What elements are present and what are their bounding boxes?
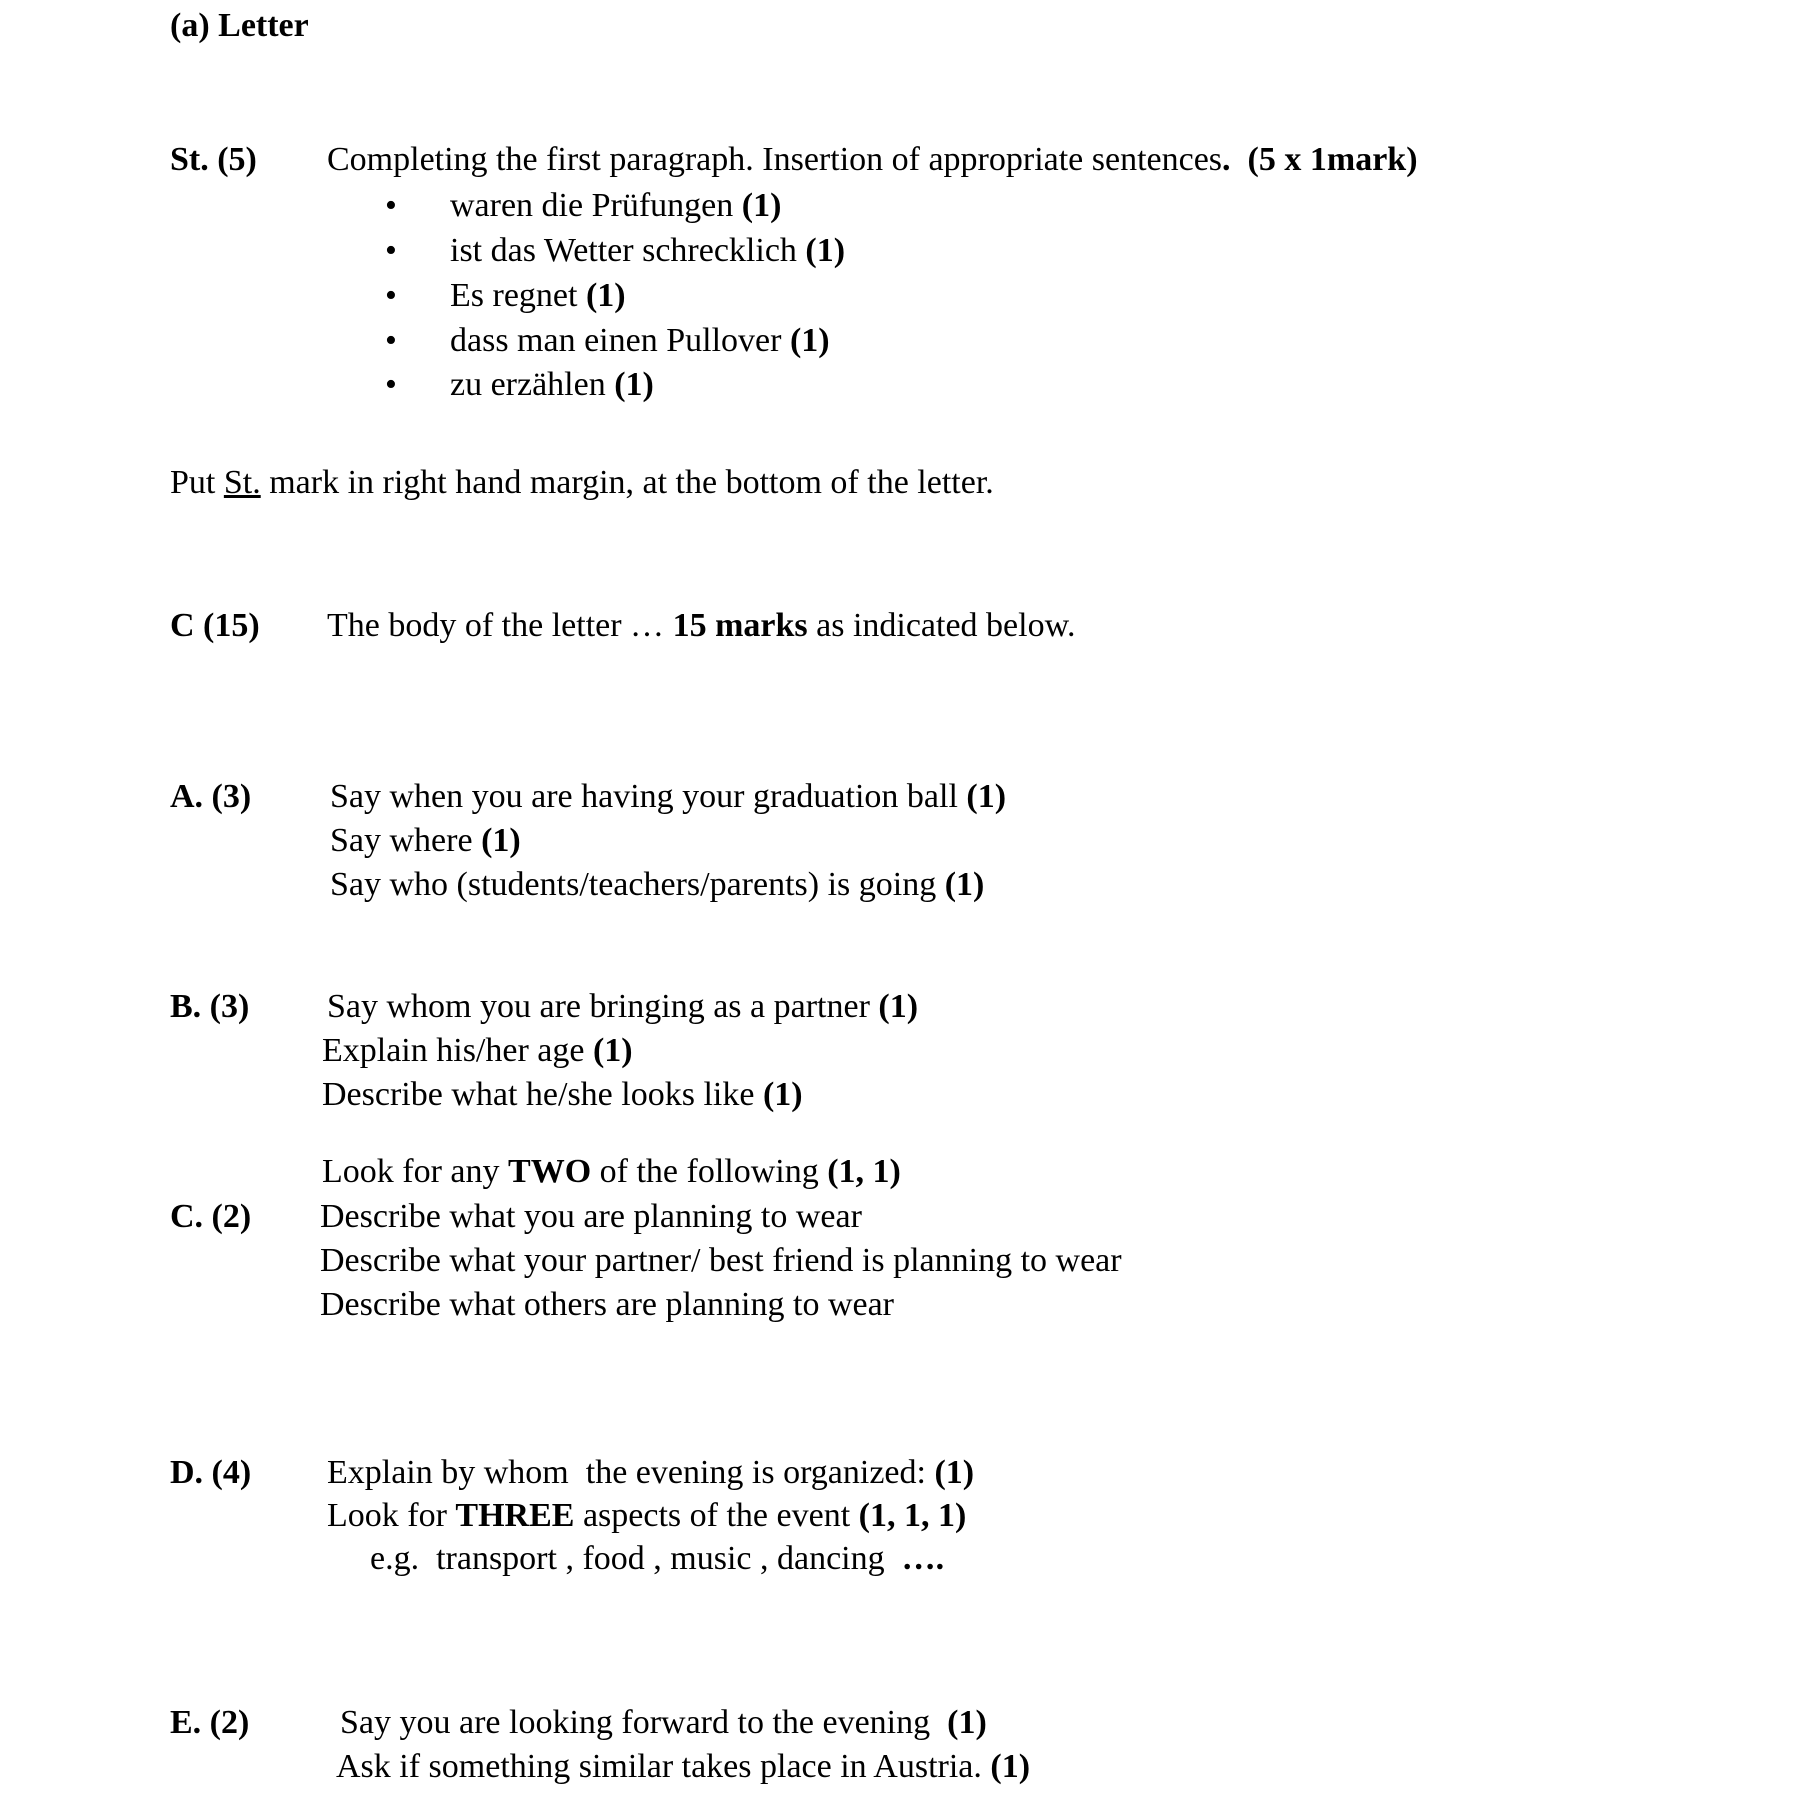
st-bullet-5 <box>0 363 1818 407</box>
section-d-line-1 <box>0 1451 1818 1495</box>
st-bullet-3 <box>0 274 1818 318</box>
st-bullet-2 <box>0 229 1818 273</box>
bullet-icon: • <box>385 187 397 224</box>
st-bullet-3-text: Es regnet (1) <box>450 277 626 314</box>
st-marks-line <box>0 138 1818 182</box>
st-bullet-1 <box>0 184 1818 228</box>
section-e-line-2-text: Ask if something similar takes place in Austria. (1) <box>336 1748 1031 1785</box>
st-bullet-2-text: ist das Wetter schrecklich (1) <box>450 232 846 269</box>
section-c-intro <box>0 1150 1818 1194</box>
section-c-line-3 <box>0 1283 1818 1327</box>
section-b-line-1 <box>0 985 1818 1029</box>
c15-line-text: The body of the letter … 15 marks as indicated below. <box>327 607 1076 644</box>
section-c-line-1-text: Describe what you are planning to wear <box>320 1198 862 1235</box>
section-e-line-1-text: Say you are looking forward to the evening (1) <box>340 1704 987 1741</box>
section-b-line-2-text: Explain his/her age (1) <box>322 1032 633 1069</box>
section-a-line-2-text: Say where (1) <box>330 822 521 859</box>
st-marks-line-label: St. (5) <box>170 141 257 178</box>
section-c-line-1 <box>0 1195 1818 1239</box>
section-e-line-1-label: E. (2) <box>170 1704 250 1741</box>
section-a-line-3-text: Say who (students/teachers/parents) is going (1) <box>330 866 985 903</box>
bullet-icon: • <box>385 366 397 403</box>
margin-note <box>0 461 1818 505</box>
heading <box>0 4 1818 48</box>
section-c-line-1-label: C. (2) <box>170 1198 252 1235</box>
st-bullet-4 <box>0 319 1818 363</box>
section-d-line-3 <box>0 1537 1818 1581</box>
section-d-line-1-text: Explain by whom the evening is organized: (1) <box>327 1454 975 1491</box>
section-b-line-2 <box>0 1029 1818 1073</box>
section-d-line-3-text: e.g. transport , food , music , dancing …. <box>370 1540 945 1577</box>
st-marks-line-text: Completing the first paragraph. Insertion of appropriate sentences. (5 x 1mark) <box>327 141 1418 178</box>
section-b-line-3 <box>0 1073 1818 1117</box>
section-e-line-1 <box>0 1701 1818 1745</box>
section-e-line-2 <box>0 1745 1818 1789</box>
section-b-line-1-label: B. (3) <box>170 988 250 1025</box>
section-c-intro-text: Look for any TWO of the following (1, 1) <box>322 1153 901 1190</box>
st-bullet-4-text: dass man einen Pullover (1) <box>450 322 830 359</box>
section-a-line-2 <box>0 819 1818 863</box>
section-b-line-1-text: Say whom you are bringing as a partner (1) <box>327 988 919 1025</box>
section-a-line-1 <box>0 775 1818 819</box>
bullet-icon: • <box>385 322 397 359</box>
section-d-line-2 <box>0 1494 1818 1538</box>
section-c-line-3-text: Describe what others are planning to wear <box>320 1286 894 1323</box>
c15-line <box>0 604 1818 648</box>
margin-note-text: Put St. mark in right hand margin, at the bottom of the letter. <box>170 464 994 501</box>
section-c-line-2-text: Describe what your partner/ best friend is planning to wear <box>320 1242 1122 1279</box>
bullet-icon: • <box>385 232 397 269</box>
section-d-line-1-label: D. (4) <box>170 1454 252 1491</box>
section-a-line-1-label: A. (3) <box>170 778 252 815</box>
bullet-icon: • <box>385 277 397 314</box>
c15-line-label: C (15) <box>170 607 260 644</box>
heading-text: (a) Letter <box>170 7 309 44</box>
st-bullet-5-text: zu erzählen (1) <box>450 366 654 403</box>
st-bullet-1-text: waren die Prüfungen (1) <box>450 187 782 224</box>
section-d-line-2-text: Look for THREE aspects of the event (1, 1, 1) <box>327 1497 967 1534</box>
section-b-line-3-text: Describe what he/she looks like (1) <box>322 1076 803 1113</box>
section-a-line-3 <box>0 863 1818 907</box>
section-c-line-2 <box>0 1239 1818 1283</box>
section-a-line-1-text: Say when you are having your graduation ball (1) <box>330 778 1007 815</box>
